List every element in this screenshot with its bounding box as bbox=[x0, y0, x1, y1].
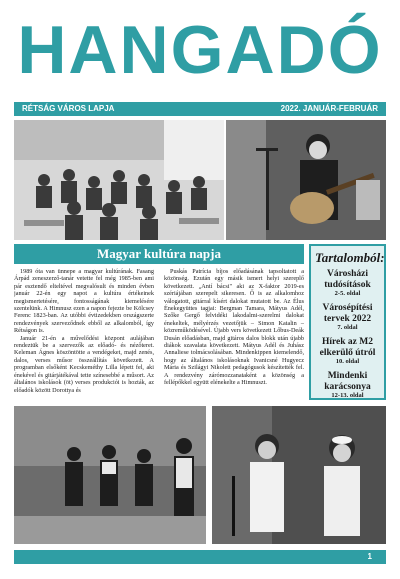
audience-hall-photo bbox=[14, 120, 224, 240]
article-paragraph: Január 21-én a művelődési központ aulájában rendeztük be a szervezők az előadó- és nézőteret. Keleman Ágnes köszöntötte a vendégeket, majd zenés, dalos, verses műsor összeállítás következett. A programban elsőként Kecskeméthy Lilla lépett fel, aki énekével és gitárjátékával tette színesebbé a műsort. Az általános iskolások (öt) verses produkciói is hozták, az előadók között Dorottya és bbox=[14, 334, 154, 394]
masthead bbox=[14, 14, 386, 86]
toc-item-heading: Hírek az M2 elkerülő útról bbox=[319, 337, 376, 358]
page-footer bbox=[14, 550, 386, 564]
article-column-1 bbox=[14, 268, 154, 400]
guitarist-photo bbox=[226, 120, 386, 240]
toc-item-page: 7. oldal bbox=[337, 324, 358, 331]
toc-item-page: 10. oldal bbox=[335, 358, 360, 365]
article-paragraph: 1989 óta van ünnepe a magyar kultúrának. Fasang Árpád zeneszerző-tanár vetette fel még 1985-ben ami pár esztendő elteltével megvalósult és minden évben január 22-én egy napot a kultúra értékeinek megismertetésére, fontosságának kiemelésére szentelünk. A Himnusz ezen a napon fejezte be Kölcsey Ferenc 1823-ban. Az utóbbi évtizedekben országszerte rendezvények szerveződnek ebből az alkalomból, így Rétságon is. bbox=[14, 268, 154, 335]
toc-item[interactable] bbox=[315, 303, 380, 332]
toc-item[interactable] bbox=[315, 371, 380, 400]
issue-date: 2022. JANUÁR-FEBRUÁR bbox=[280, 104, 378, 113]
article-headline: Magyar kultúra napja bbox=[14, 244, 304, 264]
toc-item[interactable] bbox=[315, 337, 380, 366]
article-column-2 bbox=[164, 268, 304, 400]
toc-item-heading: Városházi tudósítások bbox=[324, 269, 371, 290]
masthead-subbar bbox=[14, 102, 386, 116]
publication-subtitle: RÉTSÁG VÁROS LAPJA bbox=[22, 104, 115, 113]
toc-item-page: 12-13. oldal bbox=[331, 392, 364, 399]
page-number: 1 bbox=[367, 552, 372, 561]
young-performers-photo bbox=[212, 406, 386, 544]
toc-item[interactable] bbox=[315, 269, 380, 298]
toc-item-page: 2-5. oldal bbox=[334, 290, 361, 297]
article-paragraph: Puskás Patrícia bíjos előadásának tapsoltatott a közönség. Ezután egy másik ismert helyi szereplő következett. „Antí bácsi" aki az X-faktor 2019-es szériájában szerepelt sikeresen. Ő is az alkalomhoz válogatott, gitárral kísért dalokat mutatott be. Az Élus Énekegyüttes tagjai: Bergman Tamara, Mátyus Adél, Szőke Gergő felvidéki lakodalmi-szerelmi dalokat énekeltek, mélyérzés vezetőjük – Simon Katalin – közreműködésével. Újabb vers következett Lőbus-Deák Dusán előadásban, majd gitáros dalos blokk után újabb diákok szavalata következett. Mátyus Adél és Juhász Annaliese tolmácsolásában. Mindenkippen kiemelendő, hogy az általános iskolásoknak Ivanicsné Hugyecz Mária és Szilágyi Nikolett pedagógusok készítették fel. A rendezvény zárómozzanataként a közönség a fellépőkkel együtt elénekelte a Himnuszt. bbox=[164, 268, 304, 387]
toc-item-heading: Városépítési tervek 2022 bbox=[322, 303, 373, 324]
newspaper-title: HANGADÓ bbox=[17, 12, 383, 88]
table-of-contents bbox=[309, 244, 386, 400]
toc-title: Tartalomból: bbox=[315, 250, 385, 265]
article-body bbox=[14, 268, 304, 400]
singers-photo bbox=[14, 406, 206, 544]
toc-item-heading: Mindenki karácsonya bbox=[324, 371, 371, 392]
